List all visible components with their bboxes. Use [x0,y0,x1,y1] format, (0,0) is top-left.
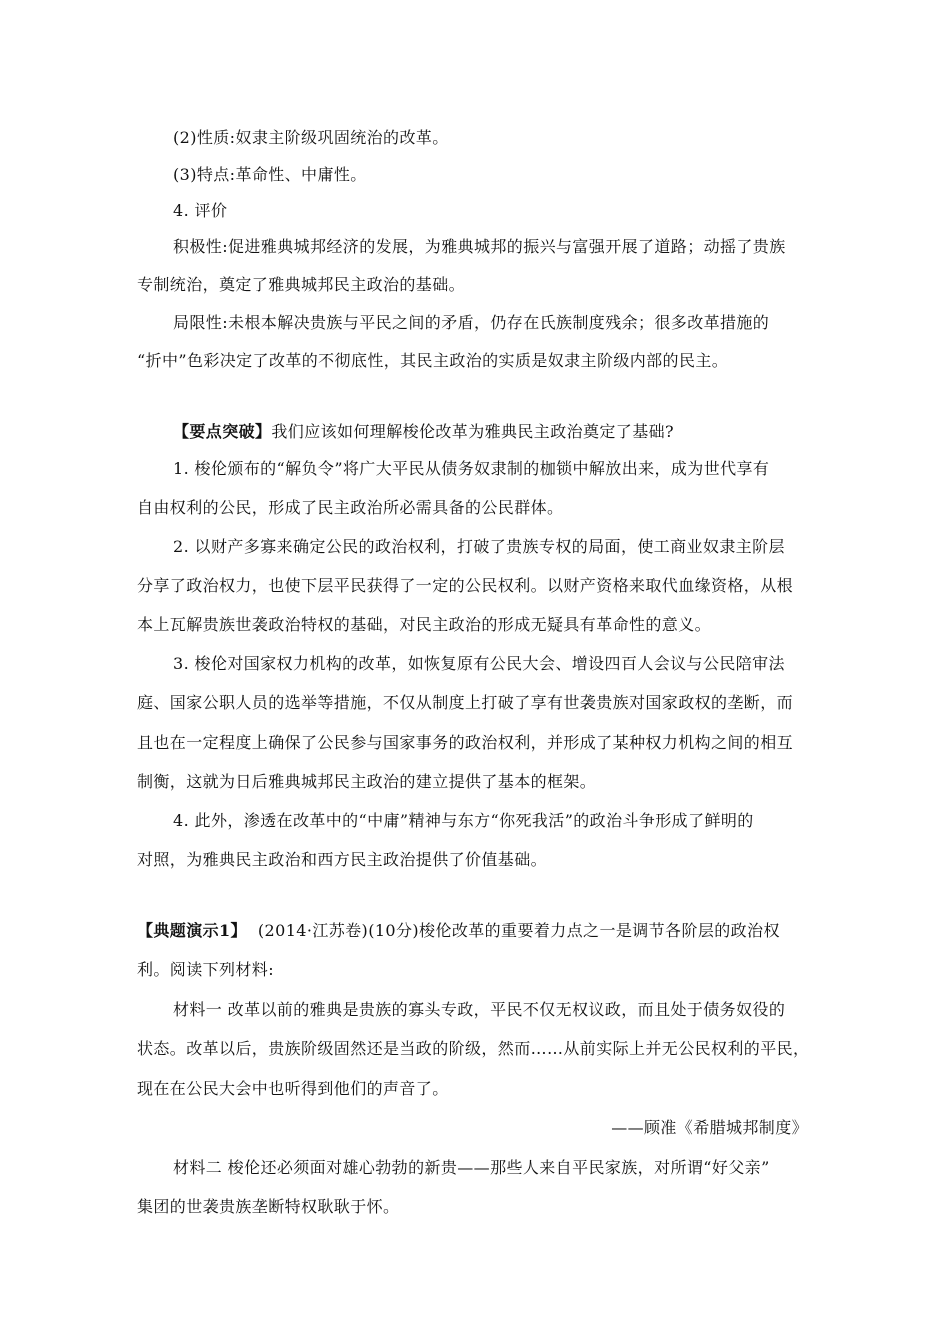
point1-line-1: 1. 梭伦颁布的“解负令”将广大平民从债务奴隶制的枷锁中解放出来，成为世代享有 [173,459,770,478]
point3-line-4: 制衡，这就为日后雅典城邦民主政治的建立提供了基本的框架。 [137,772,597,791]
point2-line-3: 本上瓦解贵族世袭政治特权的基础，对民主政治的形成无疑具有革命性的意义。 [137,615,712,634]
example-intro: (2014·江苏卷)(10分)梭伦改革的重要着力点之一是调节各阶层的政治权 [246,921,780,940]
key-point-label: 【要点突破】 [173,422,272,441]
point3-line-3: 且也在一定程度上确保了公民参与国家事务的政治权利，并形成了某种权力机构之间的相互 [137,733,794,752]
material1-line-3: 现在在公民大会中也听得到他们的声音了。 [137,1079,449,1098]
nature-line: (2)性质:奴隶主阶级巩固统治的改革。 [173,128,449,147]
point2-line-1: 2. 以财产多寡来确定公民的政治权利，打破了贵族专权的局面，使工商业奴隶主阶层 [173,537,785,556]
feature-line: (3)特点:革命性、中庸性。 [173,165,367,184]
evaluation-heading: 4. 评价 [173,201,228,220]
limitation-line-1: 局限性:未根本解决贵族与平民之间的矛盾，仍存在氏族制度残余；很多改革措施的 [173,313,770,332]
point1-line-2: 自由权利的公民，形成了民主政治所必需具备的公民群体。 [137,498,564,517]
positive-line-2: 专制统治，奠定了雅典城邦民主政治的基础。 [137,275,466,294]
material1-source: ——顾准《希腊城邦制度》 [611,1118,808,1137]
key-point-question: 我们应该如何理解梭伦改革为雅典民主政治奠定了基础? [271,422,674,441]
key-point-line [173,422,674,442]
point3-line-2: 庭、国家公职人员的选举等措施，不仅从制度上打破了享有世袭贵族对国家政权的垄断，而 [137,693,794,712]
material1-line-1: 材料一 改革以前的雅典是贵族的寡头专政，平民不仅无权议政，而且处于债务奴役的 [173,1000,786,1019]
material2-line-2: 集团的世袭贵族垄断特权耿耿于怀。 [137,1197,400,1216]
positive-line-1: 积极性:促进雅典城邦经济的发展，为雅典城邦的振兴与富强开展了道路；动摇了贵族 [173,237,786,256]
example-intro-line [137,921,780,941]
material2-line-1: 材料二 梭伦还必须面对雄心勃勃的新贵——那些人来自平民家族，对所谓“好父亲” [173,1158,770,1177]
limitation-line-2: “折中”色彩决定了改革的不彻底性，其民主政治的实质是奴隶主阶级内部的民主。 [137,351,729,370]
point4-line-2: 对照，为雅典民主政治和西方民主政治提供了价值基础。 [137,850,548,869]
example-label: 【典题演示1】 [137,921,247,940]
point2-line-2: 分享了政治权力，也使下层平民获得了一定的公民权利。以财产资格来取代血缘资格，从根 [137,576,794,595]
point3-line-1: 3. 梭伦对国家权力机构的改革，如恢复原有公民大会、增设四百人会议与公民陪审法 [173,654,785,673]
example-intro-line-2: 利。阅读下列材料: [137,960,274,979]
point4-line-1: 4. 此外，渗透在改革中的“中庸”精神与东方“你死我活”的政治斗争形成了鲜明的 [173,811,754,830]
material1-line-2: 状态。改革以后，贵族阶级固然还是当政的阶级，然而……从前实际上并无公民权利的平民， [137,1039,810,1058]
